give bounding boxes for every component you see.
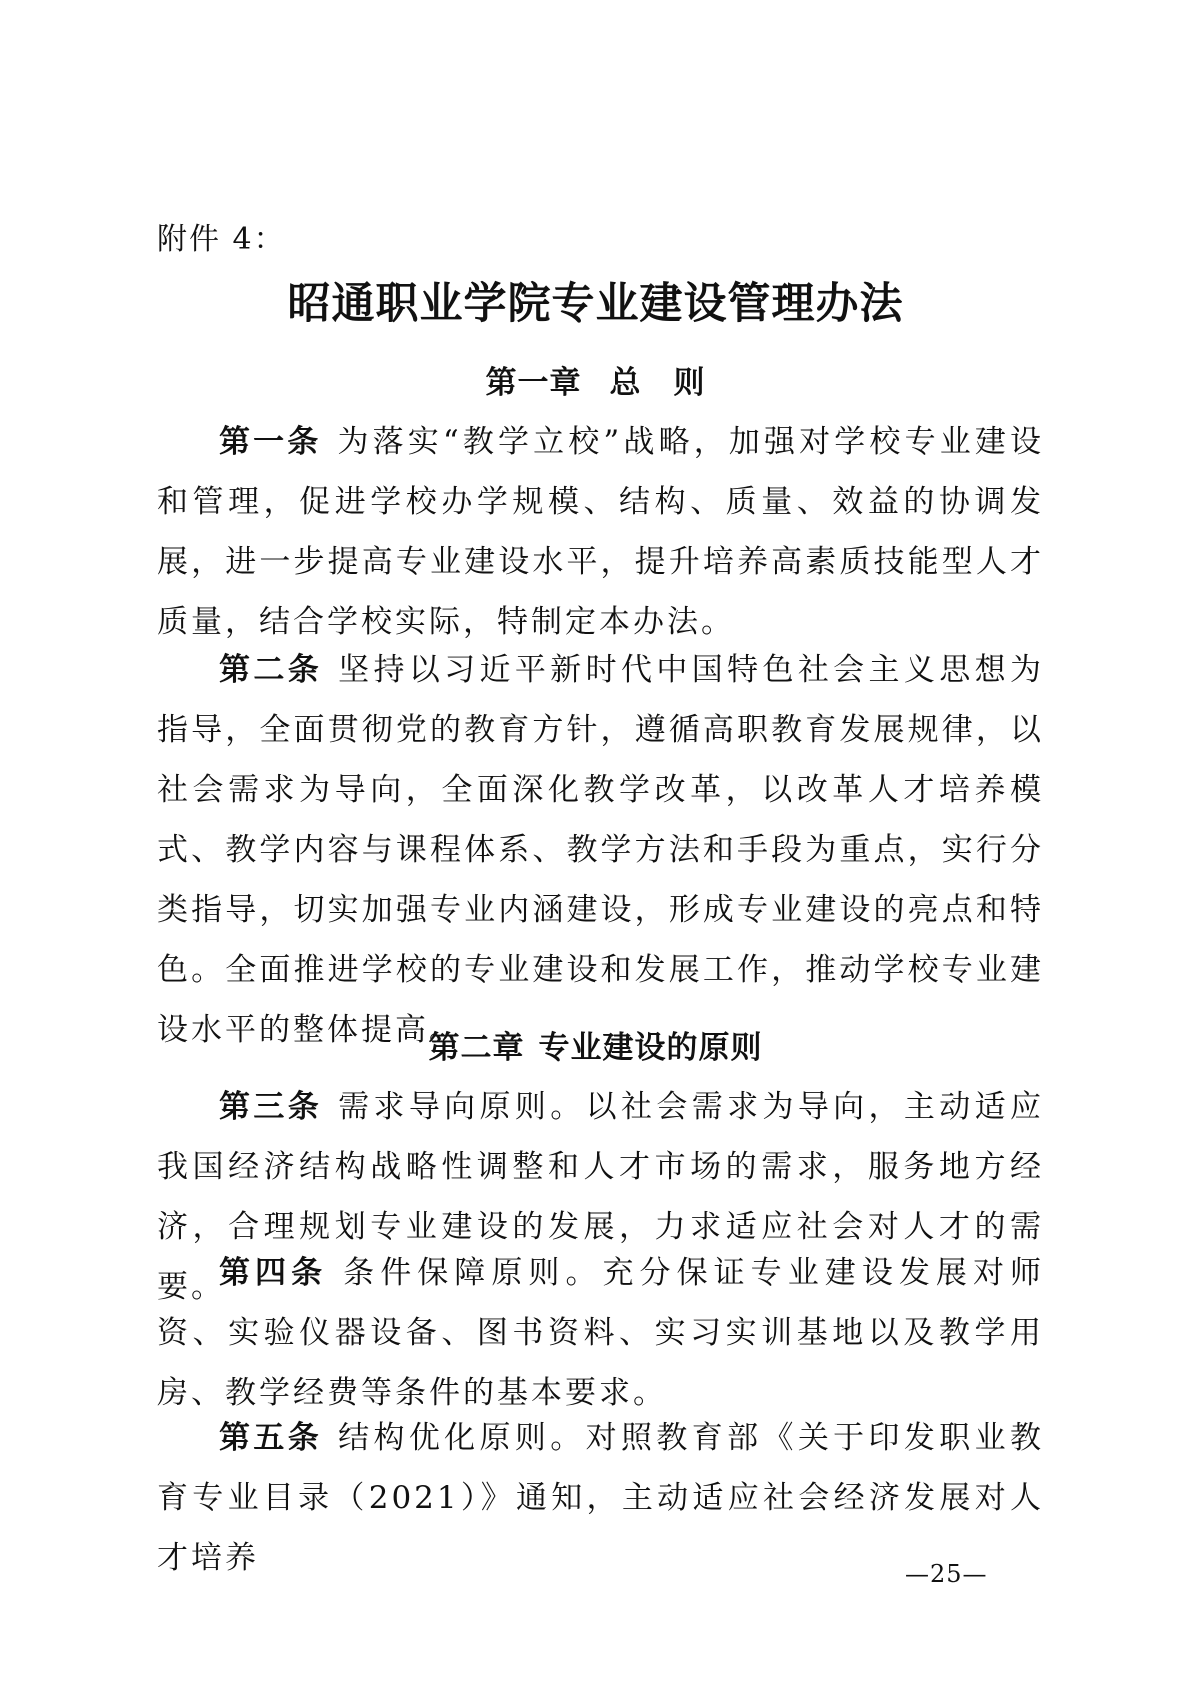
article-text: 需求导向原则。以社会需求为导向，主动适应我国经济结构战略性调整和人才市场的需求，服务地方经济，合理规划专业建设的发展，力求适应社会对人才的需要。 (157, 1089, 1045, 1305)
page-number: —25— (905, 1560, 988, 1588)
article-text: 为落实“教学立校”战略，加强对学校专业建设和管理，促进学校办学规模、结构、质量、效益的协调发展，进一步提高专业建设水平，提升培养高素质技能型人才质量，结合学校实际，特制定本办法。 (157, 424, 1044, 640)
chapter-name: 总 则 (609, 365, 706, 401)
chapter-heading-1 (0, 357, 1191, 402)
article-text: 条件保障原则。充分保证专业建设发展对师资、实验仪器设备、图书资料、实习实训基地以及教学用房、教学经费等条件的基本要求。 (157, 1255, 1045, 1411)
article-text: 结构优化原则。对照教育部《关于印发职业教育专业目录（2021）》通知，主动适应社会经济发展对人才培养 (157, 1420, 1045, 1576)
chapter-number: 第二章 (428, 1030, 525, 1066)
article-label: 第三条 (219, 1089, 323, 1125)
article-2 (157, 640, 1044, 1060)
chapter-heading-2 (0, 1022, 1191, 1067)
article-text: 坚持以习近平新时代中国特色社会主义思想为指导，全面贯彻党的教育方针，遵循高职教育发展规律，以社会需求为导向，全面深化教学改革，以改革人才培养模式、教学内容与课程体系、教学方法和手段为重点，实行分类指导，切实加强专业内涵建设，形成专业建设的亮点和特色。全面推进学校的专业建设和发展工作，推动学校专业建设水平的整体提高。 (157, 652, 1045, 1048)
article-4 (157, 1243, 1044, 1423)
document-title: 昭通职业学院专业建设管理办法 (287, 279, 904, 329)
attachment-label: 附件 4： (157, 222, 286, 257)
article-label: 第二条 (219, 652, 323, 688)
chapter-name: 专业建设的原则 (538, 1030, 763, 1066)
article-label: 第一条 (219, 424, 322, 460)
chapter-number: 第一章 (485, 365, 582, 401)
article-label: 第四条 (219, 1255, 328, 1291)
article-1 (157, 412, 1044, 652)
article-label: 第五条 (219, 1420, 323, 1456)
